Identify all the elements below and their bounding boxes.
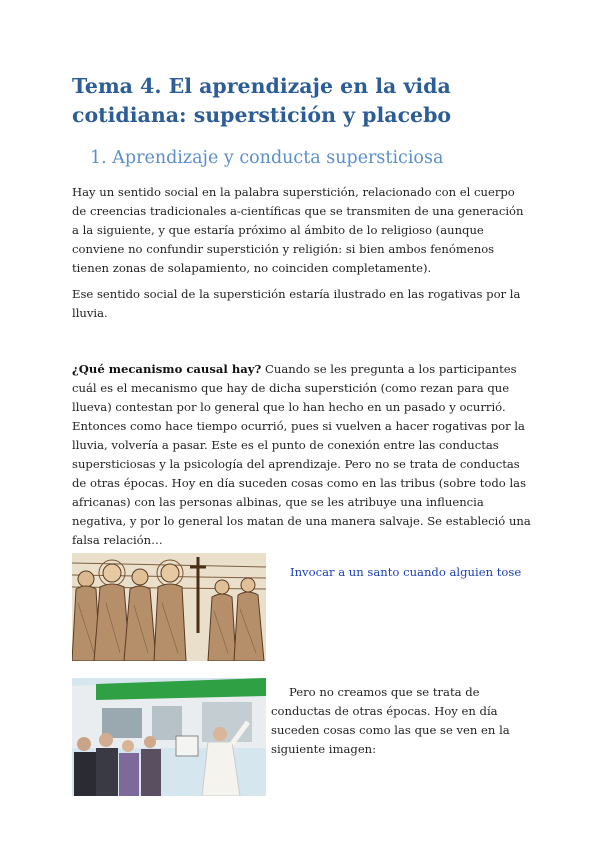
paragraph-causal-mechanism: [72, 360, 532, 550]
saints-engraving-image: [72, 553, 266, 661]
priest-blessing-building-photo-icon: [72, 678, 266, 796]
medieval-saints-engraving-icon: [72, 553, 266, 661]
invoke-saint-link[interactable]: Invocar a un santo cuando alguien tose: [290, 565, 522, 579]
page-title: Tema 4. El aprendizaje en la vida cotidiana: superstición y placebo: [72, 74, 452, 127]
paragraph-rain-rogations: Ese sentido social de la superstición estaría ilustrado en las rogativas por la lluvia.: [72, 287, 521, 320]
causal-mechanism-text: Cuando se les pregunta a los participantes cuál es el mecanismo que hay de dicha superstición (como rezan para que llueva) contestan por lo general que lo han hecho en un pasado y ocurrió. Entonces como hace tiempo ocurrió, pues si vuelven a hacer rogativas por la lluvia, volvería a pasar. Este es el punto de conexión entre las conductas supersticiosas y la psicología del aprendizaje. Pero no se trata de conductas de otras épocas. Hoy en día suceden cosas como en las tribus (sobre todo las africanas) con las personas albinas, que se les atribuye una influencia negativa, y por lo general los matan de una manera salvaje. Se estableció una falsa relación…: [72, 362, 531, 547]
section-heading: 1. Aprendizaje y conducta supersticiosa: [90, 148, 444, 168]
causal-question-bold: ¿Qué mecanismo causal hay?: [72, 362, 262, 376]
priest-blessing-photo: [72, 678, 266, 796]
side-paragraph-modern-superstition: Pero no creamos que se trata de conductas de otras épocas. Hoy en día suceden cosas como las que se ven en la siguiente imagen:: [271, 685, 510, 756]
paragraph-superstition-definition: Hay un sentido social en la palabra superstición, relacionado con el cuerpo de creencias tradicionales a-científicas que se transmiten de una generación a la siguiente, y que estaría próximo al ámbito de lo religioso (aunque conviene no confundir superstición y religión: si bien ambos fenómenos tienen zonas de solapamiento, no coinciden completamente).: [72, 185, 524, 275]
